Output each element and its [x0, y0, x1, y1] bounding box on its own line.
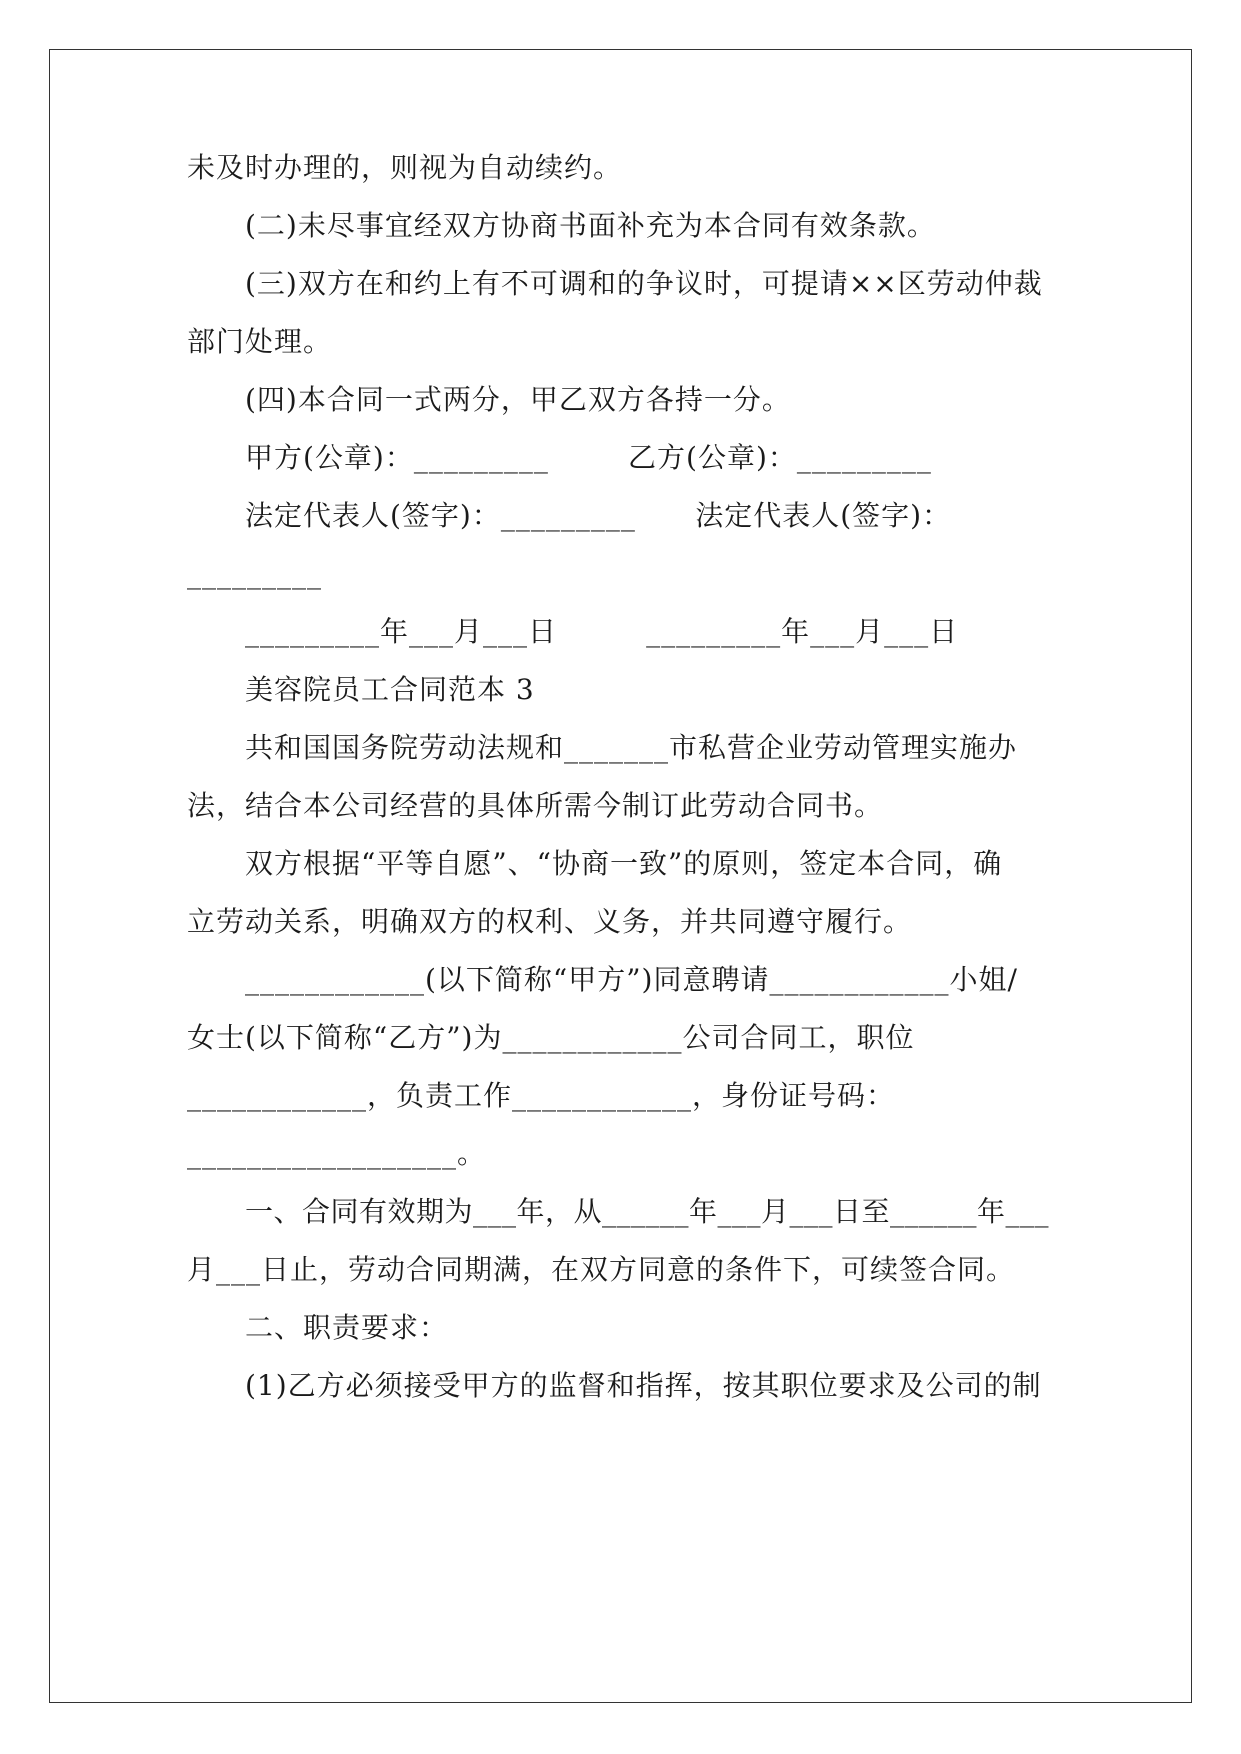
- signature-blank: _________: [187, 557, 322, 590]
- paragraph-line: __________________。: [187, 1137, 487, 1170]
- paragraph-line: 立劳动关系，明确双方的权利、义务，并共同遵守履行。: [187, 905, 913, 938]
- paragraph-line: (三)双方在和约上有不可调和的争议时，可提请××区劳动仲裁: [245, 267, 1043, 300]
- signature-line: 法定代表人(签字)：_________ 法定代表人(签字)：: [245, 499, 952, 532]
- paragraph-line: (二)未尽事宜经双方协商书面补充为本合同有效条款。: [245, 209, 936, 242]
- paragraph-line: 部门处理。: [187, 325, 333, 358]
- clause-heading: 二、职责要求：: [245, 1311, 449, 1344]
- paragraph-line: (1)乙方必须接受甲方的监督和指挥，按其职位要求及公司的制: [245, 1369, 1042, 1402]
- signature-line: 甲方(公章)：_________ 乙方(公章)：_________: [245, 441, 932, 474]
- paragraph-line: ____________(以下简称“甲方”)同意聘请____________小姐/: [245, 963, 1018, 996]
- paragraph-line: 双方根据“平等自愿”、“协商一致”的原则，签定本合同，确: [245, 847, 1003, 880]
- paragraph-line: 月___日止，劳动合同期满，在双方同意的条件下，可续签合同。: [187, 1253, 1016, 1286]
- date-line: _________年___月___日 _________年___月___日: [245, 615, 959, 648]
- paragraph-line: 一、合同有效期为___年，从______年___月___日至______年___: [245, 1195, 1050, 1228]
- paragraph-line: 共和国国务院劳动法规和_______市私营企业劳动管理实施办: [245, 731, 1018, 764]
- paragraph-line: 未及时办理的，则视为自动续约。: [187, 151, 623, 184]
- paragraph-line: (四)本合同一式两分，甲乙双方各持一分。: [245, 383, 791, 416]
- section-title: 美容院员工合同范本 3: [245, 673, 535, 706]
- paragraph-line: 女士(以下简称“乙方”)为____________公司合同工，职位: [187, 1021, 915, 1054]
- paragraph-line: 法，结合本公司经营的具体所需今制订此劳动合同书。: [187, 789, 884, 822]
- paragraph-line: ____________，负责工作____________，身份证号码：: [187, 1079, 896, 1112]
